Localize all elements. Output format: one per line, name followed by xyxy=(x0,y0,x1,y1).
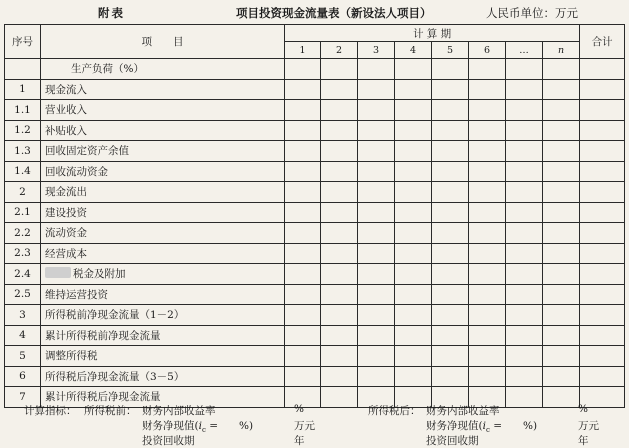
period-cell xyxy=(395,264,432,285)
period-cell xyxy=(432,264,469,285)
period-cell xyxy=(432,59,469,80)
table-row xyxy=(5,59,625,80)
period-cell xyxy=(543,202,580,223)
table-row xyxy=(5,120,625,141)
npv-after-prefix: 财务净现值( xyxy=(426,420,483,432)
period-cell xyxy=(469,141,506,162)
row-item: 生产负荷（%） xyxy=(41,59,285,80)
row-number: 2.3 xyxy=(5,243,41,264)
period-cell xyxy=(506,305,543,326)
table-row xyxy=(5,223,625,244)
col-header-total: 合计 xyxy=(580,25,625,59)
payback-before-unit: 年 xyxy=(294,435,305,447)
row-item xyxy=(41,264,285,285)
period-cell xyxy=(506,346,543,367)
period-cell xyxy=(321,141,358,162)
total-cell xyxy=(580,120,625,141)
period-cell xyxy=(469,161,506,182)
period-cell xyxy=(469,223,506,244)
total-cell xyxy=(580,243,625,264)
row-item: 补贴收入 xyxy=(41,120,285,141)
period-header-8: n xyxy=(543,42,580,59)
row-item: 所得税后净现金流量（3－5） xyxy=(41,366,285,387)
period-cell xyxy=(506,264,543,285)
period-cell xyxy=(358,346,395,367)
period-cell xyxy=(285,161,321,182)
npv-after-ic-sub: c xyxy=(485,426,490,435)
period-cell xyxy=(469,182,506,203)
col-header-period: 计 算 期 xyxy=(285,25,580,42)
period-cell xyxy=(506,325,543,346)
row-number: 1.3 xyxy=(5,141,41,162)
period-cell xyxy=(506,79,543,100)
period-cell xyxy=(358,223,395,244)
period-cell xyxy=(358,305,395,326)
table-title: 项目投资现金流量表（新设法人项目） xyxy=(236,6,432,20)
total-cell xyxy=(580,325,625,346)
period-cell xyxy=(506,161,543,182)
row-item: 建设投资 xyxy=(41,202,285,223)
period-cell xyxy=(432,325,469,346)
period-cell xyxy=(469,366,506,387)
period-cell xyxy=(321,100,358,121)
period-cell xyxy=(506,182,543,203)
period-cell xyxy=(543,141,580,162)
period-cell xyxy=(543,243,580,264)
period-header-1: 1 xyxy=(285,42,321,59)
currency-unit: 人民币单位：万元 xyxy=(486,6,578,20)
period-cell xyxy=(469,59,506,80)
period-cell xyxy=(506,202,543,223)
period-cell xyxy=(395,223,432,244)
period-cell xyxy=(395,202,432,223)
period-cell xyxy=(432,141,469,162)
period-cell xyxy=(358,141,395,162)
row-number: 2.1 xyxy=(5,202,41,223)
period-cell xyxy=(321,305,358,326)
row-item: 维持运营投资 xyxy=(41,284,285,305)
row-number: 1 xyxy=(5,79,41,100)
period-cell xyxy=(358,59,395,80)
period-cell xyxy=(506,223,543,244)
total-cell xyxy=(580,346,625,367)
row-number: 2.4 xyxy=(5,264,41,285)
period-cell xyxy=(285,284,321,305)
period-cell xyxy=(543,182,580,203)
period-header-5: 5 xyxy=(432,42,469,59)
period-cell xyxy=(285,346,321,367)
period-cell xyxy=(469,79,506,100)
row-item: 现金流出 xyxy=(41,182,285,203)
period-cell xyxy=(543,79,580,100)
period-cell xyxy=(395,120,432,141)
period-header-2: 2 xyxy=(321,42,358,59)
period-cell xyxy=(432,223,469,244)
period-cell xyxy=(358,264,395,285)
total-cell xyxy=(580,161,625,182)
period-cell xyxy=(432,243,469,264)
npv-before-label xyxy=(142,418,253,434)
npv-before-ic: i xyxy=(198,420,202,432)
total-cell xyxy=(580,100,625,121)
period-cell xyxy=(358,161,395,182)
irr-after-label: 财务内部收益率 xyxy=(426,405,500,417)
table-row xyxy=(5,182,625,203)
total-cell xyxy=(580,59,625,80)
period-cell xyxy=(321,59,358,80)
period-cell xyxy=(543,325,580,346)
period-cell xyxy=(358,366,395,387)
table-row xyxy=(5,161,625,182)
total-cell xyxy=(580,79,625,100)
row-number: 3 xyxy=(5,305,41,326)
period-cell xyxy=(432,100,469,121)
period-cell xyxy=(285,100,321,121)
period-cell xyxy=(506,141,543,162)
period-cell xyxy=(395,346,432,367)
period-cell xyxy=(432,120,469,141)
table-row xyxy=(5,325,625,346)
period-cell xyxy=(358,182,395,203)
period-cell xyxy=(321,264,358,285)
period-cell xyxy=(395,305,432,326)
period-cell xyxy=(395,161,432,182)
npv-before-mid: = %) xyxy=(205,420,254,432)
before-tax-label: 所得税前： xyxy=(84,405,137,417)
table-row xyxy=(5,79,625,100)
period-header-4: 4 xyxy=(395,42,432,59)
period-cell xyxy=(469,325,506,346)
period-cell xyxy=(432,182,469,203)
irr-after-unit: % xyxy=(578,403,588,415)
period-cell xyxy=(285,305,321,326)
period-cell xyxy=(321,284,358,305)
period-cell xyxy=(321,202,358,223)
row-item: 现金流入 xyxy=(41,79,285,100)
period-cell xyxy=(432,79,469,100)
period-cell xyxy=(395,366,432,387)
npv-after-label xyxy=(426,418,537,434)
smudge-mark xyxy=(45,267,71,278)
period-cell xyxy=(358,100,395,121)
period-cell xyxy=(506,366,543,387)
period-cell xyxy=(358,325,395,346)
table-row xyxy=(5,366,625,387)
row-number: 6 xyxy=(5,366,41,387)
period-cell xyxy=(469,284,506,305)
total-cell xyxy=(580,284,625,305)
period-cell xyxy=(321,120,358,141)
row-number: 1.2 xyxy=(5,120,41,141)
period-cell xyxy=(543,305,580,326)
period-cell xyxy=(543,100,580,121)
period-header-6: 6 xyxy=(469,42,506,59)
table-row xyxy=(5,202,625,223)
row-item: 回收流动资金 xyxy=(41,161,285,182)
row-item: 流动资金 xyxy=(41,223,285,244)
period-cell xyxy=(432,366,469,387)
period-cell xyxy=(395,325,432,346)
period-cell xyxy=(543,120,580,141)
total-cell xyxy=(580,264,625,285)
payback-before-label: 投资回收期 xyxy=(142,435,195,447)
col-header-no: 序号 xyxy=(5,25,41,59)
period-cell xyxy=(395,100,432,121)
period-cell xyxy=(395,284,432,305)
period-cell xyxy=(321,366,358,387)
period-cell xyxy=(395,243,432,264)
npv-after-unit: 万元 xyxy=(578,420,599,432)
table-row xyxy=(5,346,625,367)
period-cell xyxy=(432,202,469,223)
period-cell xyxy=(285,223,321,244)
period-cell xyxy=(321,161,358,182)
row-item: 累计所得税前净现金流量 xyxy=(41,325,285,346)
total-cell xyxy=(580,223,625,244)
total-cell xyxy=(580,182,625,203)
period-cell xyxy=(543,366,580,387)
period-cell xyxy=(358,202,395,223)
period-cell xyxy=(321,325,358,346)
table-row xyxy=(5,305,625,326)
period-cell xyxy=(543,223,580,244)
period-cell xyxy=(285,243,321,264)
table-row xyxy=(5,284,625,305)
period-cell xyxy=(395,141,432,162)
npv-after-ic: i xyxy=(482,420,486,432)
period-cell xyxy=(469,346,506,367)
row-number: 7 xyxy=(5,387,41,408)
row-number xyxy=(5,59,41,80)
table-row xyxy=(5,264,625,285)
irr-before-label: 财务内部收益率 xyxy=(142,405,216,417)
period-cell xyxy=(395,59,432,80)
row-item: 回收固定资产余值 xyxy=(41,141,285,162)
period-cell xyxy=(358,284,395,305)
period-cell xyxy=(469,264,506,285)
period-cell xyxy=(469,305,506,326)
period-cell xyxy=(469,120,506,141)
period-cell xyxy=(469,202,506,223)
indicators-label: 计算指标： xyxy=(24,405,77,417)
period-cell xyxy=(395,182,432,203)
row-item: 所得税前净现金流量（1－2） xyxy=(41,305,285,326)
period-cell xyxy=(358,243,395,264)
period-cell xyxy=(506,120,543,141)
row-item-label: 税金及附加 xyxy=(73,268,126,281)
cash-flow-table xyxy=(4,24,625,408)
period-cell xyxy=(321,346,358,367)
row-number: 1.1 xyxy=(5,100,41,121)
period-cell xyxy=(432,284,469,305)
period-cell xyxy=(543,161,580,182)
period-cell xyxy=(432,161,469,182)
period-cell xyxy=(285,366,321,387)
period-cell xyxy=(543,346,580,367)
row-number: 2 xyxy=(5,182,41,203)
appendix-label: 附表 xyxy=(98,6,125,20)
row-number: 2.2 xyxy=(5,223,41,244)
row-number: 5 xyxy=(5,346,41,367)
period-cell xyxy=(469,100,506,121)
period-cell xyxy=(432,346,469,367)
period-cell xyxy=(543,284,580,305)
period-cell xyxy=(543,59,580,80)
period-cell xyxy=(506,100,543,121)
period-cell xyxy=(285,202,321,223)
period-cell xyxy=(543,264,580,285)
total-cell xyxy=(580,366,625,387)
period-cell xyxy=(395,79,432,100)
irr-before-unit: % xyxy=(294,403,304,415)
period-cell xyxy=(285,325,321,346)
table-row xyxy=(5,141,625,162)
table-row xyxy=(5,100,625,121)
table-body xyxy=(5,59,625,408)
npv-before-prefix: 财务净现值( xyxy=(142,420,199,432)
period-cell xyxy=(321,79,358,100)
row-item: 调整所得税 xyxy=(41,346,285,367)
payback-after-label: 投资回收期 xyxy=(426,435,479,447)
period-cell xyxy=(506,243,543,264)
row-number: 2.5 xyxy=(5,284,41,305)
period-cell xyxy=(285,264,321,285)
footer-indicators xyxy=(0,400,629,447)
row-item: 营业收入 xyxy=(41,100,285,121)
row-item: 经营成本 xyxy=(41,243,285,264)
period-cell xyxy=(358,120,395,141)
total-cell xyxy=(580,141,625,162)
period-cell xyxy=(321,243,358,264)
total-cell xyxy=(580,305,625,326)
period-cell xyxy=(285,141,321,162)
period-cell xyxy=(285,79,321,100)
npv-before-ic-sub: c xyxy=(201,426,206,435)
period-cell xyxy=(285,59,321,80)
period-cell xyxy=(469,243,506,264)
row-item: 累计所得税后净现金流量 xyxy=(41,387,285,408)
period-cell xyxy=(506,59,543,80)
row-number: 4 xyxy=(5,325,41,346)
after-tax-label: 所得税后： xyxy=(368,405,421,417)
col-header-item: 项 目 xyxy=(41,25,285,59)
header-row-1 xyxy=(5,25,625,42)
period-cell xyxy=(321,223,358,244)
npv-before-unit: 万元 xyxy=(294,420,315,432)
period-header-3: 3 xyxy=(358,42,395,59)
period-cell xyxy=(321,182,358,203)
period-cell xyxy=(432,305,469,326)
title-bar xyxy=(0,0,629,22)
period-cell xyxy=(358,79,395,100)
period-cell xyxy=(506,284,543,305)
total-cell xyxy=(580,202,625,223)
npv-after-mid: = %) xyxy=(489,420,538,432)
period-cell xyxy=(285,120,321,141)
row-number: 1.4 xyxy=(5,161,41,182)
period-cell xyxy=(285,182,321,203)
period-header-7: … xyxy=(506,42,543,59)
table-row xyxy=(5,243,625,264)
payback-after-unit: 年 xyxy=(578,435,589,447)
